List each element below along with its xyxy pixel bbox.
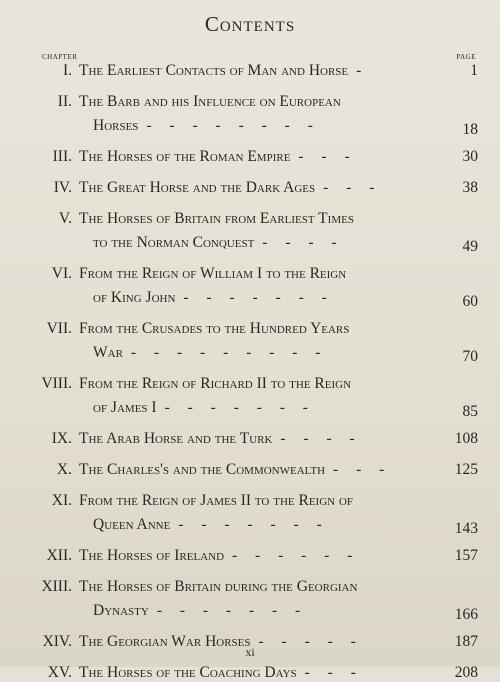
leader-dashes: - - - - - bbox=[258, 633, 363, 650]
chapter-title-line: The Horses of Britain from Earliest Times bbox=[79, 210, 354, 227]
page-column-header: PAGE bbox=[456, 53, 476, 61]
leader-dashes: - - - - bbox=[280, 430, 362, 447]
leader-dashes: - - - - - - - - bbox=[146, 117, 320, 134]
chapter-title-line: From the Reign of William I to the Reign bbox=[79, 265, 347, 282]
page-number: 85 bbox=[462, 403, 478, 420]
chapter-title-line: to the Norman Conquest - - - - bbox=[93, 234, 344, 251]
chapter-title-line: From the Crusades to the Hundred Years bbox=[79, 320, 350, 337]
page-number: 208 bbox=[454, 664, 478, 681]
page-number: 49 bbox=[462, 238, 478, 255]
leader-dashes: - bbox=[356, 62, 369, 79]
chapter-number: XI. bbox=[51, 492, 72, 509]
page-number: 166 bbox=[454, 606, 478, 623]
leader-dashes: - - - - - - - bbox=[178, 516, 329, 533]
leader-dashes: - - - - - - - bbox=[156, 602, 308, 619]
chapter-number: IV. bbox=[53, 179, 72, 196]
chapter-number: V. bbox=[58, 210, 72, 227]
leader-dashes: - - - - bbox=[262, 234, 344, 251]
chapter-number: X. bbox=[56, 461, 72, 478]
chapter-number: VI. bbox=[51, 265, 72, 282]
chapter-title-line: The Great Horse and the Dark Ages - - - bbox=[79, 179, 382, 196]
chapter-title-line: The Georgian War Horses - - - - - bbox=[79, 633, 363, 650]
chapter-number: XV. bbox=[47, 664, 72, 681]
chapter-title-line: Queen Anne - - - - - - - bbox=[93, 516, 329, 533]
page-number: 157 bbox=[454, 547, 478, 564]
page-number: 143 bbox=[454, 520, 478, 537]
chapter-title-line: The Charles's and the Commonwealth - - - bbox=[79, 461, 392, 478]
chapter-title-line: The Horses of Ireland - - - - - - bbox=[79, 547, 360, 564]
chapter-title-line: War - - - - - - - - - bbox=[93, 344, 328, 361]
leader-dashes: - - - bbox=[323, 179, 382, 196]
chapter-number: XIII. bbox=[41, 578, 72, 595]
chapter-number: XII. bbox=[46, 547, 72, 564]
chapter-number: VIII. bbox=[41, 375, 72, 392]
leader-dashes: - - - bbox=[304, 664, 363, 681]
page-title: Contents bbox=[204, 12, 296, 36]
leader-dashes: - - - - - - - bbox=[183, 289, 334, 306]
leader-dashes: - - - bbox=[333, 461, 392, 478]
chapter-title-line: Horses - - - - - - - - bbox=[93, 117, 320, 134]
chapter-column-header: CHAPTER bbox=[42, 53, 78, 61]
chapter-number: III. bbox=[52, 148, 72, 165]
page-number: 30 bbox=[462, 148, 478, 165]
chapter-title-line: of James I - - - - - - - bbox=[93, 399, 315, 416]
page-number: 187 bbox=[454, 633, 478, 650]
chapter-number: I. bbox=[62, 62, 72, 79]
chapter-title-line: The Horses of the Coaching Days - - - bbox=[79, 664, 363, 681]
page-number: 1 bbox=[470, 62, 478, 79]
page-number: 60 bbox=[462, 293, 478, 310]
chapter-title-line: The Earliest Contacts of Man and Horse - bbox=[79, 62, 369, 79]
chapter-number: IX. bbox=[51, 430, 72, 447]
chapter-title-line: of King John - - - - - - - bbox=[93, 289, 334, 306]
chapter-number: VII. bbox=[46, 320, 72, 337]
leader-dashes: - - - - - - - bbox=[164, 399, 315, 416]
page-number-footer: xi bbox=[245, 645, 255, 659]
page-number: 108 bbox=[454, 430, 478, 447]
chapter-title-line: The Horses of Britain during the Georgian bbox=[79, 578, 358, 595]
page-number: 125 bbox=[454, 461, 478, 478]
leader-dashes: - - - - - - bbox=[232, 547, 360, 564]
chapter-title-line: The Horses of the Roman Empire - - - bbox=[79, 148, 357, 165]
chapter-number: II. bbox=[57, 93, 72, 110]
chapter-title-line: From the Reign of Richard II to the Reign bbox=[79, 375, 352, 392]
page-number: 18 bbox=[462, 121, 478, 138]
leader-dashes: - - - - - - - - - bbox=[130, 344, 328, 361]
page-number: 70 bbox=[462, 348, 478, 365]
chapter-title-line: The Arab Horse and the Turk - - - - bbox=[79, 430, 362, 447]
chapter-title-line: The Barb and his Influence on European bbox=[79, 93, 341, 110]
leader-dashes: - - - bbox=[298, 148, 357, 165]
chapter-title-line: From the Reign of James II to the Reign of bbox=[79, 492, 354, 509]
page-number: 38 bbox=[462, 179, 478, 196]
chapter-number: XIV. bbox=[42, 633, 72, 650]
chapter-title-line: Dynasty - - - - - - - bbox=[93, 602, 308, 619]
